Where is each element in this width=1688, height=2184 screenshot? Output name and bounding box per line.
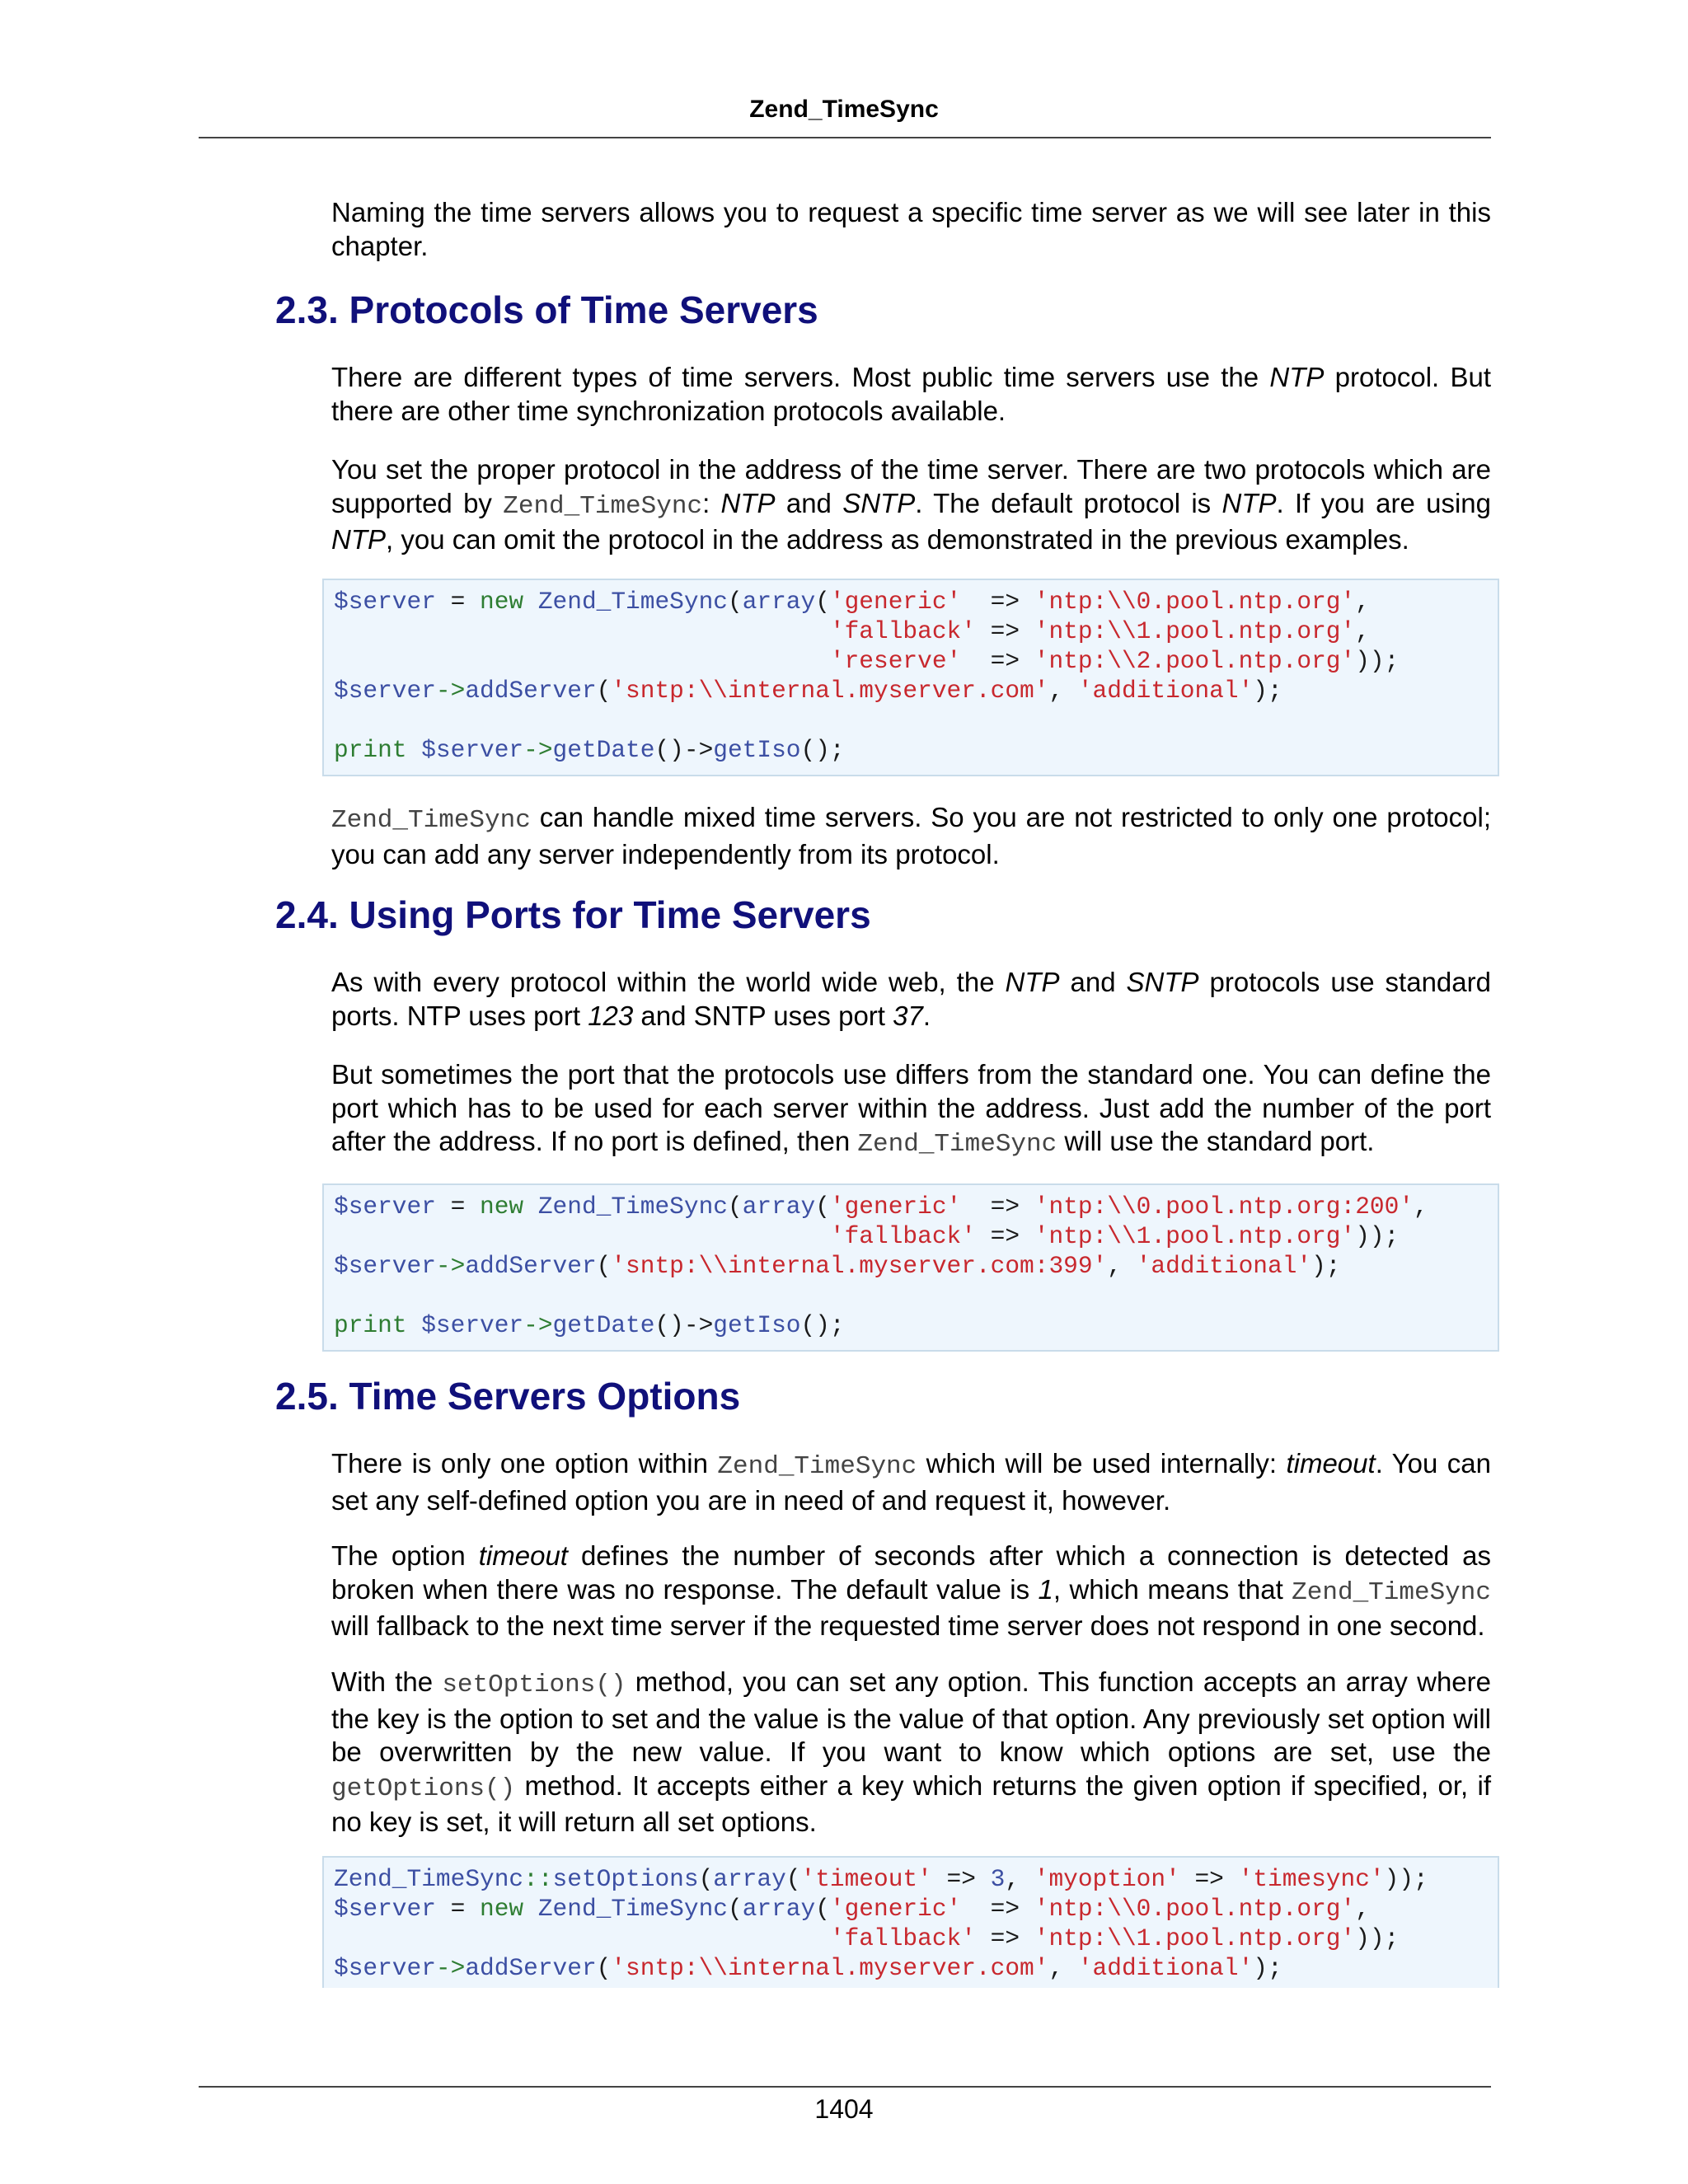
code-listing: $server = new Zend_TimeSync(array('generic' => 'ntp:\\0.pool.ntp.org:200', 'fallback' => 'ntp:\\1.pool.ntp.org')); $server->addServer('sntp:\\internal.myserver.com:399', 'additional'); print $server->getDate()->getIso(); bbox=[334, 1193, 1428, 1339]
section-heading-2-4: 2.4. Using Ports for Time Servers bbox=[275, 893, 871, 936]
paragraph-timeout-option: There is only one option within Zend_TimeSync which will be used internally: timeout. You can set any self-defined option you are in need of and request it, however. bbox=[331, 1448, 1491, 1516]
class-name-code: Zend_TimeSync bbox=[857, 1130, 1057, 1159]
code-block-ports bbox=[322, 1183, 1499, 1352]
ntp-term: NTP bbox=[1269, 362, 1325, 392]
running-header: Zend_TimeSync bbox=[749, 96, 939, 123]
paragraph-set-options: With the setOptions() method, you can set any option. This function accepts an array where the key is the option to set and the value is the value of that option. Any previously set option will be overwritten by the new value. If you want to know which options are set, use the getOptions() method. It accepts either a key which returns the given option if specified, or, if no key is set, it will return all set options. bbox=[331, 1666, 1491, 1837]
page-number: 1404 bbox=[814, 2094, 874, 2124]
paragraph-protocols-supported: You set the proper protocol in the address of the time server. There are two protocols which are supported by Zend_TimeSync: NTP and SNTP. The default protocol is NTP. If you are using NTP, you can omit the protocol in the address as demonstrated in the previous examples. bbox=[331, 454, 1491, 555]
code-listing: Zend_TimeSync::setOptions(array('timeout' => 3, 'myoption' => 'timesync')); $server = new Zend_TimeSync(array('generic' => 'ntp:\\0.pool.ntp.org', 'fallback' => 'ntp:\\1.pool.ntp.org')); $server->addServer('sntp:\\internal.myserver.com', 'additional'); bbox=[334, 1865, 1428, 1982]
method-name-code: setOptions() bbox=[442, 1671, 626, 1699]
class-name-code: Zend_TimeSync bbox=[1292, 1577, 1491, 1607]
paragraph-timeout-definition: The option timeout defines the number of seconds after which a connection is detected as broken when there was no response. The default value is 1, which means that Zend_TimeSync will fallback to the next time server if the requested time server does not respond in one second. bbox=[331, 1540, 1491, 1641]
section-heading-2-5: 2.5. Time Servers Options bbox=[275, 1375, 741, 1418]
intro-paragraph: Naming the time servers allows you to request a specific time server as we will see later in this chapter. bbox=[331, 197, 1491, 261]
code-listing: $server = new Zend_TimeSync(array('generic' => 'ntp:\\0.pool.ntp.org', 'fallback' => 'ntp:\\1.pool.ntp.org', 'reserve' => 'ntp:\\2.pool.ntp.org')); $server->addServer('sntp:\\internal.myserver.com', 'additional'); print $server->getDate()->getIso(); bbox=[334, 588, 1400, 764]
code-block-protocols bbox=[322, 579, 1499, 776]
paragraph-protocols-intro: There are different types of time servers. Most public time servers use the NTP protocol. But there are other time synchronization protocols available. bbox=[331, 362, 1491, 426]
paragraph-standard-ports: As with every protocol within the world wide web, the NTP and SNTP protocols use standard ports. NTP uses port 123 and SNTP uses port 37. bbox=[331, 967, 1491, 1031]
section-heading-2-3: 2.3. Protocols of Time Servers bbox=[275, 288, 818, 331]
header-rule bbox=[199, 137, 1491, 138]
class-name-code: Zend_TimeSync bbox=[503, 491, 703, 521]
footer-rule bbox=[199, 2086, 1491, 2088]
class-name-code: Zend_TimeSync bbox=[331, 806, 531, 835]
method-name-code: getOptions() bbox=[331, 1774, 516, 1803]
paragraph-mixed-servers: Zend_TimeSync can handle mixed time servers. So you are not restricted to only one protocol; you can add any server independently from its protocol. bbox=[331, 802, 1491, 869]
code-block-options bbox=[322, 1856, 1499, 1988]
paragraph-custom-ports: But sometimes the port that the protocols use differs from the standard one. You can define the port which has to be used for each server within the address. Just add the number of the port after the address. If no port is defined, then Zend_TimeSync will use the standard port. bbox=[331, 1059, 1491, 1159]
class-name-code: Zend_TimeSync bbox=[717, 1452, 917, 1481]
